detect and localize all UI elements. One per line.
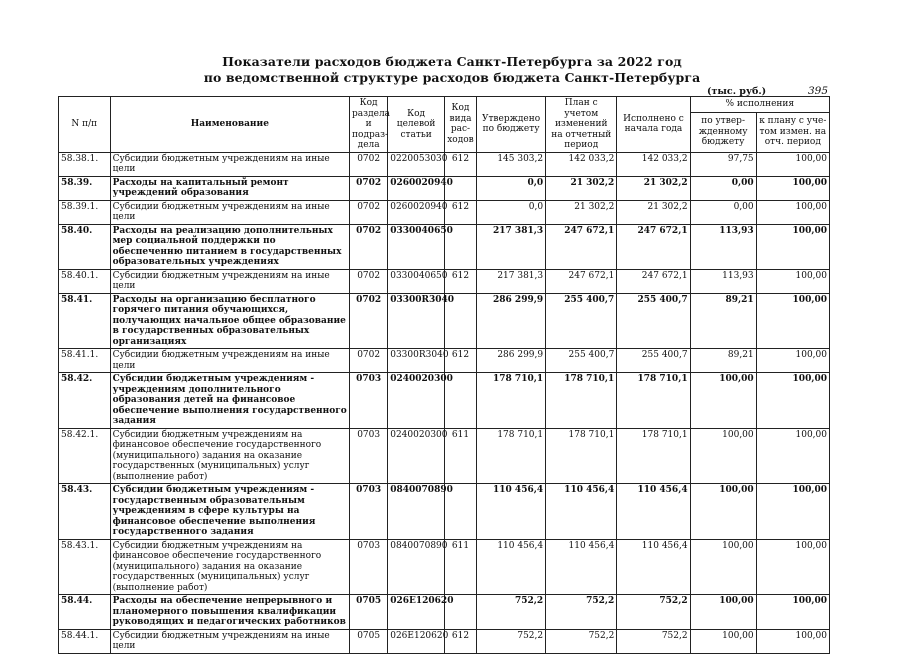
cell-pct-plan: 100,00 xyxy=(756,349,829,373)
cell-pct-budget: 100,00 xyxy=(690,539,756,595)
cell-pct-budget: 100,00 xyxy=(690,428,756,484)
cell-approved: 0,0 xyxy=(476,200,545,224)
header-exec: Исполнено с начала года xyxy=(617,97,690,153)
cell-exec: 142 033,2 xyxy=(617,152,690,176)
cell-pct-budget: 0,00 xyxy=(690,176,756,200)
cell-plan: 752,2 xyxy=(546,629,617,653)
cell-pct-plan: 100,00 xyxy=(756,373,829,429)
header-vid: Код вида рас-ходов xyxy=(445,97,477,153)
cell-name: Субсидии бюджетным учреждениям на финансовое обеспечение государственного (муниципального) задания на оказание государственных (муниципальных) услуг (выполнение работ) xyxy=(110,539,349,595)
cell-num: 58.38.1. xyxy=(59,152,111,176)
cell-exec: 247 672,1 xyxy=(617,269,690,293)
table-row xyxy=(59,373,830,429)
cell-razdel: 0702 xyxy=(350,269,388,293)
cell-name: Субсидии бюджетным учреждениям - государственным образовательным учреждениям в сфере культуры на финансовое обеспечение выполнения государственного задания xyxy=(110,484,349,540)
table-row xyxy=(59,152,830,176)
cell-num: 58.44. xyxy=(59,595,111,630)
cell-num: 58.39. xyxy=(59,176,111,200)
table-body xyxy=(59,152,830,653)
cell-razdel: 0702 xyxy=(350,176,388,200)
cell-pct-budget: 0,00 xyxy=(690,200,756,224)
cell-pct-budget: 113,93 xyxy=(690,224,756,269)
cell-target: 026Е120620 xyxy=(388,629,445,653)
cell-plan: 255 400,7 xyxy=(546,349,617,373)
cell-razdel: 0703 xyxy=(350,484,388,540)
cell-approved: 178 710,1 xyxy=(476,373,545,429)
cell-vid: 612 xyxy=(445,629,477,653)
cell-pct-budget: 113,93 xyxy=(690,269,756,293)
cell-target: 0330040650 xyxy=(388,269,445,293)
cell-razdel: 0702 xyxy=(350,200,388,224)
cell-pct-plan: 100,00 xyxy=(756,152,829,176)
cell-pct-plan: 100,00 xyxy=(756,176,829,200)
cell-exec: 752,2 xyxy=(617,595,690,630)
cell-pct-budget: 100,00 xyxy=(690,484,756,540)
cell-approved: 752,2 xyxy=(476,595,545,630)
table-row xyxy=(59,595,830,630)
cell-vid: 611 xyxy=(445,428,477,484)
table-row xyxy=(59,539,830,595)
cell-vid: 612 xyxy=(445,152,477,176)
page-number: 395 xyxy=(808,85,829,97)
cell-approved: 217 381,3 xyxy=(476,224,545,269)
header-pct-budget: по утвер-жденному бюджету xyxy=(690,112,756,152)
units-label: (тыс. руб.) xyxy=(707,86,767,97)
cell-razdel: 0705 xyxy=(350,595,388,630)
cell-target: 03300R3040 xyxy=(388,349,445,373)
cell-pct-budget: 100,00 xyxy=(690,373,756,429)
cell-target: 0840070890 xyxy=(388,484,445,540)
cell-exec: 178 710,1 xyxy=(617,428,690,484)
cell-pct-budget: 100,00 xyxy=(690,595,756,630)
cell-approved: 178 710,1 xyxy=(476,428,545,484)
cell-exec: 21 302,2 xyxy=(617,200,690,224)
cell-pct-budget: 89,21 xyxy=(690,349,756,373)
cell-target: 03300R3040 xyxy=(388,293,445,349)
table-row xyxy=(59,293,830,349)
cell-target: 026Е120620 xyxy=(388,595,445,630)
cell-plan: 110 456,4 xyxy=(546,484,617,540)
report-title-line2: по ведомственной структуре расходов бюджета Санкт-Петербурга xyxy=(203,70,701,85)
cell-exec: 255 400,7 xyxy=(617,293,690,349)
cell-exec: 110 456,4 xyxy=(617,484,690,540)
table-row xyxy=(59,200,830,224)
header-razdel: Код раздела и подраз-дела xyxy=(350,97,388,153)
cell-plan: 178 710,1 xyxy=(546,428,617,484)
cell-num: 58.40.1. xyxy=(59,269,111,293)
cell-pct-plan: 100,00 xyxy=(756,539,829,595)
cell-name: Субсидии бюджетным учреждениям - учреждениям дополнительного образования детей на финансовое обеспечение выполнения государственного задания xyxy=(110,373,349,429)
cell-vid: 612 xyxy=(445,269,477,293)
cell-exec: 178 710,1 xyxy=(617,373,690,429)
header-pct-plan: к плану с уче-том измен. на отч. период xyxy=(756,112,829,152)
cell-pct-plan: 100,00 xyxy=(756,224,829,269)
cell-razdel: 0703 xyxy=(350,539,388,595)
cell-name: Субсидии бюджетным учреждениям на иные цели xyxy=(110,152,349,176)
table-row xyxy=(59,484,830,540)
cell-approved: 217 381,3 xyxy=(476,269,545,293)
cell-pct-plan: 100,00 xyxy=(756,428,829,484)
cell-name: Субсидии бюджетным учреждениям на иные цели xyxy=(110,269,349,293)
cell-num: 58.40. xyxy=(59,224,111,269)
cell-name: Расходы на организацию бесплатного горячего питания обучающихся, получающих начальное общее образование в государственных образовательных организациях xyxy=(110,293,349,349)
header-plan: План с учетом изменений на отчетный период xyxy=(546,97,617,153)
cell-pct-plan: 100,00 xyxy=(756,293,829,349)
budget-table xyxy=(58,96,830,654)
header-target: Код целевой статьи xyxy=(388,97,445,153)
cell-approved: 145 303,2 xyxy=(476,152,545,176)
cell-name: Субсидии бюджетным учреждениям на иные цели xyxy=(110,200,349,224)
cell-pct-plan: 100,00 xyxy=(756,200,829,224)
cell-exec: 110 456,4 xyxy=(617,539,690,595)
cell-approved: 286 299,9 xyxy=(476,293,545,349)
cell-plan: 752,2 xyxy=(546,595,617,630)
table-row xyxy=(59,428,830,484)
cell-name: Расходы на капитальный ремонт учреждений образования xyxy=(110,176,349,200)
cell-plan: 21 302,2 xyxy=(546,176,617,200)
cell-razdel: 0703 xyxy=(350,373,388,429)
cell-plan: 110 456,4 xyxy=(546,539,617,595)
cell-pct-budget: 97,75 xyxy=(690,152,756,176)
report-title-line1: Показатели расходов бюджета Санкт-Петербурга за 2022 год xyxy=(222,54,682,69)
cell-plan: 142 033,2 xyxy=(546,152,617,176)
cell-num: 58.42. xyxy=(59,373,111,429)
table-row xyxy=(59,629,830,653)
cell-exec: 752,2 xyxy=(617,629,690,653)
cell-target: 0260020940 xyxy=(388,176,445,200)
cell-razdel: 0702 xyxy=(350,152,388,176)
cell-plan: 247 672,1 xyxy=(546,224,617,269)
cell-plan: 247 672,1 xyxy=(546,269,617,293)
cell-num: 58.44.1. xyxy=(59,629,111,653)
cell-pct-budget: 89,21 xyxy=(690,293,756,349)
cell-razdel: 0705 xyxy=(350,629,388,653)
cell-exec: 247 672,1 xyxy=(617,224,690,269)
header-name: Наименование xyxy=(110,97,349,153)
cell-approved: 0,0 xyxy=(476,176,545,200)
header-pct-group: % исполнения xyxy=(690,97,829,113)
cell-num: 58.41.1. xyxy=(59,349,111,373)
cell-razdel: 0702 xyxy=(350,224,388,269)
cell-name: Расходы на реализацию дополнительных мер социальной поддержки по обеспеченню питанием в государственных образовательных учреждениях xyxy=(110,224,349,269)
cell-num: 58.39.1. xyxy=(59,200,111,224)
cell-target: 0240020300 xyxy=(388,428,445,484)
cell-plan: 21 302,2 xyxy=(546,200,617,224)
header-num: N п/п xyxy=(59,97,111,153)
cell-plan: 255 400,7 xyxy=(546,293,617,349)
cell-num: 58.42.1. xyxy=(59,428,111,484)
cell-num: 58.43.1. xyxy=(59,539,111,595)
cell-pct-plan: 100,00 xyxy=(756,484,829,540)
cell-target: 0330040650 xyxy=(388,224,445,269)
table-row xyxy=(59,349,830,373)
cell-name: Расходы на обеспечение непрерывного и планомерного повышения квалификации руководящих и педагогических работников xyxy=(110,595,349,630)
table-row xyxy=(59,224,830,269)
table-row xyxy=(59,176,830,200)
cell-exec: 21 302,2 xyxy=(617,176,690,200)
cell-approved: 110 456,4 xyxy=(476,484,545,540)
cell-razdel: 0702 xyxy=(350,293,388,349)
cell-name: Субсидии бюджетным учреждениям на иные цели xyxy=(110,629,349,653)
cell-name: Субсидии бюджетным учреждениям на иные цели xyxy=(110,349,349,373)
cell-pct-plan: 100,00 xyxy=(756,595,829,630)
cell-razdel: 0702 xyxy=(350,349,388,373)
table-row xyxy=(59,269,830,293)
cell-num: 58.43. xyxy=(59,484,111,540)
cell-exec: 255 400,7 xyxy=(617,349,690,373)
cell-vid: 611 xyxy=(445,539,477,595)
cell-num: 58.41. xyxy=(59,293,111,349)
cell-plan: 178 710,1 xyxy=(546,373,617,429)
cell-pct-budget: 100,00 xyxy=(690,629,756,653)
header-approved: Утверждено по бюджету xyxy=(476,97,545,153)
cell-target: 0840070890 xyxy=(388,539,445,595)
cell-target: 0260020940 xyxy=(388,200,445,224)
cell-approved: 752,2 xyxy=(476,629,545,653)
cell-approved: 286 299,9 xyxy=(476,349,545,373)
cell-name: Субсидии бюджетным учреждениям на финансовое обеспечение государственного (муниципального) задания на оказание государственных (муниципальных) услуг (выполнение работ) xyxy=(110,428,349,484)
cell-target: 0220053030 xyxy=(388,152,445,176)
cell-target: 0240020300 xyxy=(388,373,445,429)
cell-pct-plan: 100,00 xyxy=(756,629,829,653)
cell-pct-plan: 100,00 xyxy=(756,269,829,293)
cell-razdel: 0703 xyxy=(350,428,388,484)
cell-vid: 612 xyxy=(445,349,477,373)
cell-vid: 612 xyxy=(445,200,477,224)
cell-approved: 110 456,4 xyxy=(476,539,545,595)
